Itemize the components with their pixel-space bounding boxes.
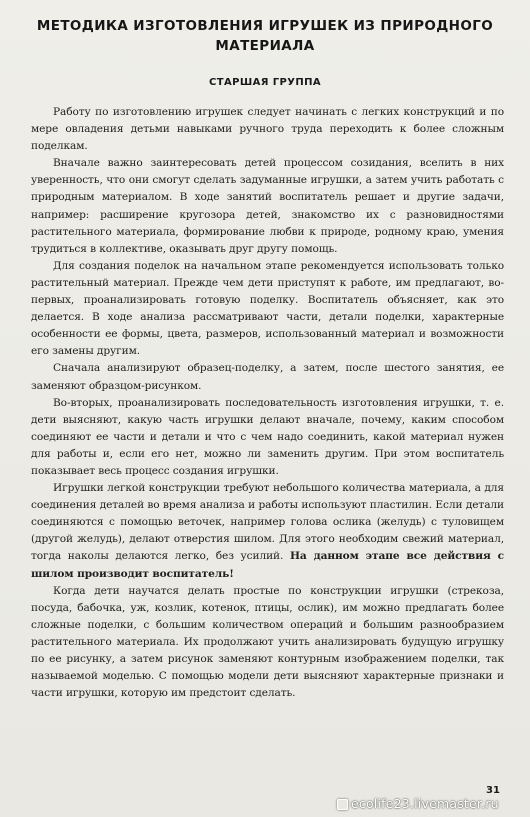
- emphasis-text: На данном этапе все действия с шилом производит воспитатель!: [31, 550, 505, 580]
- body-text: [31, 104, 504, 702]
- paragraph: Работу по изготовлению игрушек следует начинать с легких конструкций и по мере овладения детьми навыками ручного труда переходить к более сложным поделкам.: [31, 106, 504, 153]
- page-number: 31: [486, 785, 500, 796]
- page-title: МЕТОДИКА ИЗГОТОВЛЕНИЯ ИГРУШЕК ИЗ ПРИРОДНОГО МАТЕРИАЛА: [36, 18, 494, 54]
- section-subtitle: СТАРШАЯ ГРУППА: [209, 77, 321, 88]
- watermark-icon: [337, 799, 348, 810]
- paragraph: Для создания поделок на начальном этапе рекомендуется использовать только растительный материал. Прежде чем дети приступят к работе, им предлагают, во-первых, проанализировать готовую поделку. Воспитатель объясняет, как это делается. В ходе анализа рассматривают части, детали поделки, характерные особенности ее формы, цвета, размеров, использованный материал и возможности его замены другим.: [31, 259, 504, 358]
- paragraph: Во-вторых, проанализировать последовательность изготовления игрушки, т. е. дети выясняют, какую часть игрушки делают вначале, почему, каким способом соединяют ее части и детали и что с чем надо соединить, какой материал нужен для работы и, если его нет, можно ли заменить другим. При этом воспитатель показывает весь процесс создания игрушки.: [31, 396, 504, 477]
- paragraph: Вначале важно заинтересовать детей процессом созидания, вселить в них уверенность, что они смогут сделать задуманные игрушки, а затем учить работать с природным материалом. В ходе занятий воспитатель решает и другие задачи, например: расширение кругозора детей, знакомство их с разновидностями растительного материала, формирование любви к природе, родному краю, умения трудиться в коллективе, оказывать друг другу помощь.: [31, 157, 504, 255]
- watermark: ecolife23.livemaster.ru: [351, 796, 499, 811]
- paragraph: Сначала анализируют образец-поделку, а затем, после шестого занятия, ее заменяют образцом-рисунком.: [31, 362, 504, 392]
- paragraph: [31, 480, 504, 583]
- paragraph: Когда дети научатся делать простые по конструкции игрушки (стрекоза, посуда, бабочка, уж, козлик, котенок, птицы, ослик), им можно предлагать более сложные поделки, с большим количеством операций и большим разнообразием растительного материала. Их продолжают учить анализировать будущую игрушку по ее рисунку, а затем рисунок заменяют контурным изображением поделки, так называемой моделью. С помощью модели дети выясняют характерные признаки и части игрушки, которую им предстоит сделать.: [31, 584, 504, 700]
- paragraph-text: Игрушки легкой конструкции требуют небольшого количества материала, а для соединения деталей во время анализа и работы используют пластилин. Если детали соединяются с помощью веточек, например голова ослика (желудь) с туловищем (другой желудь), делают отверстия шилом. Для этого необходим свежий материал, тогда наколы делаются легко, без усилий.: [31, 482, 504, 563]
